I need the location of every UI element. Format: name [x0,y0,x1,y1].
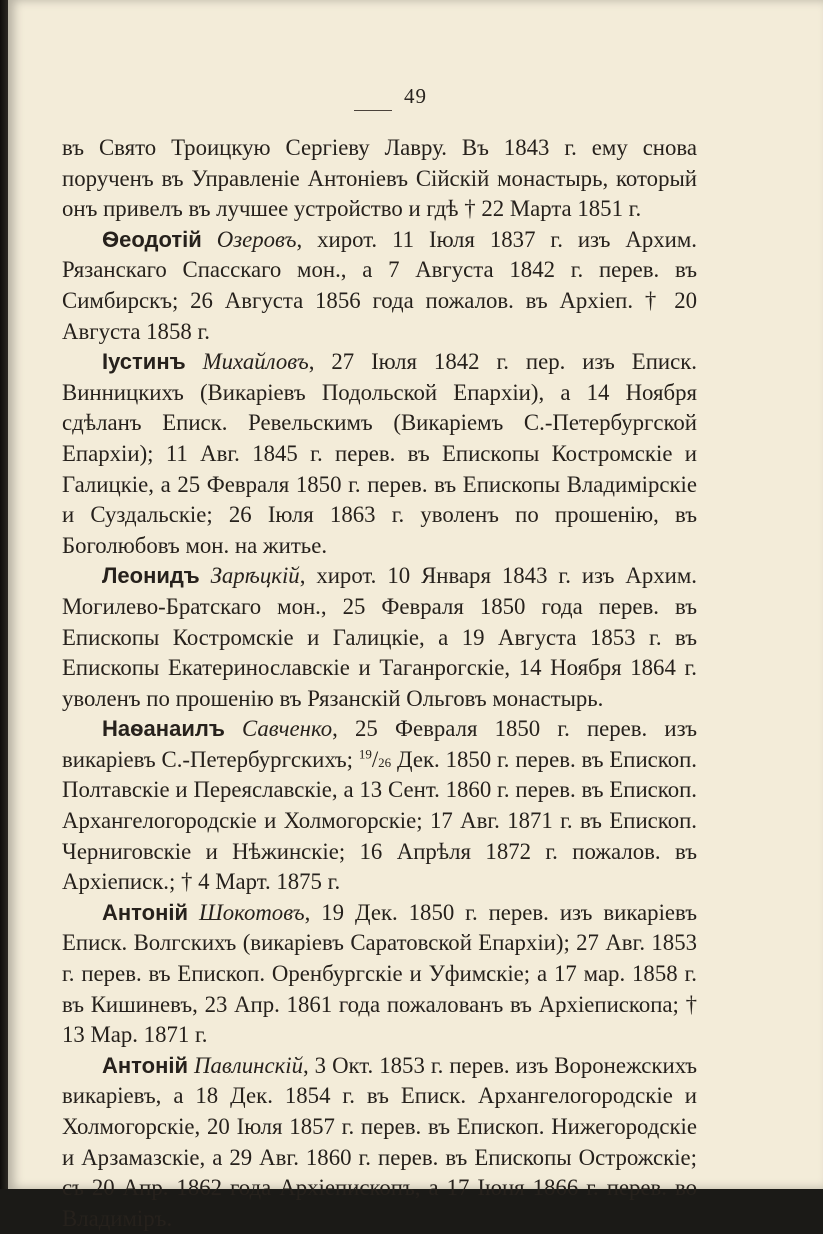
page-number-underline [354,110,392,111]
fraction-denominator: 26 [378,754,392,770]
entry-surname: Павлинскій [194,1052,303,1078]
book-page [8,0,823,1231]
entry-leonid [62,561,697,714]
entry-text: , хирот. 10 Января 1843 г. изъ Архим. Могилево-Братскаго мон., 25 Февраля 1850 года перев. въ Епископы Костромскіе и Галицкіе, а 19 Августа 1853 г. въ Епископы Екатеринославскіе и Таганрогскіе, 14 Ноября 1864 г. уволенъ по прошенію въ Рязанскій Ольговъ монастырь. [62,563,697,711]
entry-antoniy-pavlinskiy [62,1051,697,1234]
entry-text: , хирот. 11 Іюля 1837 г. изъ Архим. Рязанскаго Спасскаго мон., а 7 Августа 1842 г. перев. въ Симбирскъ; 26 Августа 1856 года пожалов. въ Архіеп. † 20 Августа 1858 г. [62,226,698,344]
entry-name: Ѳеодотій [102,226,202,252]
entry-name: Антоній [102,899,189,925]
entry-surname: Шокотовъ [198,899,305,925]
entry-surname: Зарѣцкій [210,563,300,589]
paragraph-text: въ Свято Троицкую Сергіеву Лавру. Въ 1843 г. ему снова порученъ въ Управленіе Антоніевъ Сійскій монастырь, который онъ привелъ въ лучшее устройство и гдѣ † 22 Марта 1851 г. [62,135,697,222]
entry-text: Дек. 1850 г. перев. въ Епископ. Полтавскіе и Переяславскіе, а 13 Сент. 1860 г. перев. въ Епископ. Архангелогородскіе и Холмогорскіе; 17 Авг. 1871 г. въ Епископ. Черниговскіе и Нѣжинскіе; 16 Апрѣля 1872 г. пожалов. въ Архіеписк.; † 4 Март. 1875 г. [62,746,697,895]
entry-name: Наѳанаилъ [102,716,225,742]
entry-text: , 25 Февраля 1850 г. перев. изъ викаріевъ С.-Петербургскихъ; [62,716,698,772]
entry-name: Леонидъ [102,563,200,589]
entry-text: , 19 Дек. 1850 г. перев. изъ викаріевъ Еписк. Волгскихъ (викаріевъ Саратовской Епархіи); 27 Авг. 1853 г. перев. въ Епископ. Оренбургскіе и Уфимскіе; а 17 мар. 1858 г. въ Кишиневъ, 23 Апр. 1861 года пожалованъ въ Архіепископа; † 13 Мар. 1871 г. [62,899,698,1048]
entry-name: Антоній [102,1052,189,1078]
entry-surname: Озеровъ [216,226,297,252]
entry-text: , 27 Іюля 1842 г. пер. изъ Еписк. Винницкихъ (Викаріевъ Подольской Епархіи), а 14 Ноября сдѣланъ Еписк. Ревельскимъ (Викаріемъ С.-Петербургской Епархіи); 11 Авг. 1845 г. перев. въ Епископы Костромскіе и Галицкіе, а 25 Февраля 1850 г. перев. въ Епископы Владимірскіе и Суздальскіе; 26 Іюля 1863 г. уволенъ по прошенію, въ Боголюбовъ мон. на житье. [62,349,697,558]
fraction-numerator: 19 [358,746,372,762]
entry-antoniy-shokotov [62,898,697,1051]
entry-surname: Михайловъ [202,349,309,375]
entry-text: , 3 Окт. 1853 г. перев. изъ Воронежскихъ викаріевъ, а 18 Дек. 1854 г. въ Еписк. Архангелогородскіе и Холмогорскіе, 20 Іюля 1857 г. перев. въ Епископ. Нижегородскіе и Арзамазскіе, а 29 Авг. 1860 г. перев. въ Епископы Острожскіе; съ 20 Апр. 1862 года Архіепископъ, а 17 Іюня 1866 г. перев. во Владиміръ. [62,1052,698,1231]
paragraph-continuation [62,133,697,225]
entry-feodotiy [62,225,697,347]
page-number: 49 [404,84,427,108]
entry-surname: Савченко [242,716,333,742]
entry-iustin [62,347,697,561]
entry-nafanail: Наѳанаилъ Савченко, 25 Февраля 1850 г. перев. изъ викаріевъ С.-Петербургскихъ; $^{19}$/26 Дек. 1850 г. перев. въ Епископ. Полтавскіе и Переяславскіе, а 13 Сент. 1860 г. перев. въ Епископ. Архангелогородскіе и Холмогорскіе; 17 Авг. 1871 г. въ Епископ. Черниговскіе и Нѣжинскіе; 16 Апрѣля 1872 г. пожалов. въ Архіеписк.; † 4 Март. 1875 г. [62,716,698,895]
entry-name: Іустинъ [102,349,186,375]
book-gutter [0,0,8,1189]
page-body [62,133,697,1234]
